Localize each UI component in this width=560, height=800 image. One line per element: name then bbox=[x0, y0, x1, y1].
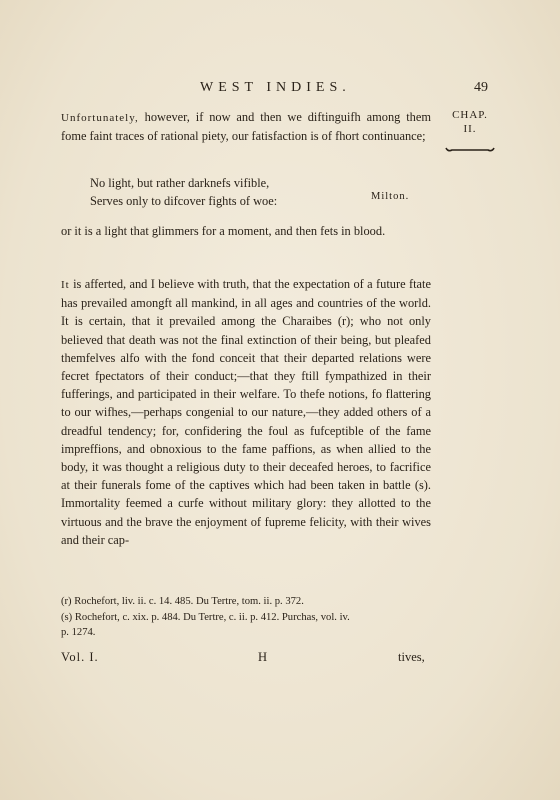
signature-mark: H bbox=[258, 650, 268, 664]
paragraph-1 bbox=[61, 108, 431, 145]
footnote-s-continuation: p. 1274. bbox=[61, 627, 96, 638]
volume-label: Vol. I. bbox=[61, 650, 99, 664]
chapter-margin-note bbox=[442, 108, 498, 136]
verse-line-2: Serves only to difcover fights of woe: bbox=[90, 194, 278, 208]
verse-line-1: No light, but rather darknefs vifible, bbox=[90, 176, 270, 190]
running-head bbox=[0, 80, 560, 100]
page-number: 49 bbox=[474, 80, 488, 95]
chapter-label: CHAP. bbox=[452, 109, 488, 121]
catchword: tives, bbox=[398, 650, 425, 664]
paragraph-1-lead: Unfortunately, bbox=[61, 112, 139, 124]
footnote-s: (s) Rochefort, c. xix. p. 484. Du Tertre, c. ii. p. 412. Purchas, vol. iv. bbox=[61, 611, 350, 623]
running-title: WEST INDIES. bbox=[200, 80, 351, 95]
paragraph-3-body: is afferted, and I believe with truth, that the expectation of a future ftate has prevailed amongft all mankind, in all ages and countries of the world. It is certain, that it prevailed among the Charaibes (r); who not only believed that death was not the final extinction of their being, but pleafed themfelves alfo with the fond conceit that their departed relations were fecret fpectators of their conduct;—that they ftill fympathized in their fufferings, and participated in their welfare. To thefe notions, fo flattering to our wifhes,—perhaps congenial to our nature,—they added others of a dreadful tendency; for, confidering the foul as fufceptible of the fame impreffions, and obnoxious to the fame paffions, as when allied to the body, it was thought a religious duty to their deceafed heroes, to facrifice at their funerals fome of the captives which had been taken in battle (s). Immortality feemed a curfe without military glory: they allotted to the virtuous and the brave the enjoyment of fupreme felicity, with their wives and their cap- bbox=[61, 277, 431, 547]
footnote-r: (r) Rochefort, liv. ii. c. 14. 485. Du Tertre, tom. ii. p. 372. bbox=[61, 596, 304, 607]
paragraph-2: or it is a light that glimmers for a moment, and then fets in blood. bbox=[61, 224, 386, 238]
page-footer bbox=[0, 650, 560, 668]
footnotes bbox=[61, 594, 451, 641]
verse-author: Milton. bbox=[371, 191, 410, 202]
chapter-number: II. bbox=[463, 123, 477, 135]
paragraph-1-body: however, if now and then we diftinguifh among them fome faint traces of rational piety, our fatisfaction is of fhort continuance; bbox=[61, 110, 431, 144]
paragraph-3-lead: It bbox=[61, 279, 70, 291]
paragraph-3 bbox=[61, 275, 431, 549]
ornament-rule-icon bbox=[444, 144, 496, 154]
